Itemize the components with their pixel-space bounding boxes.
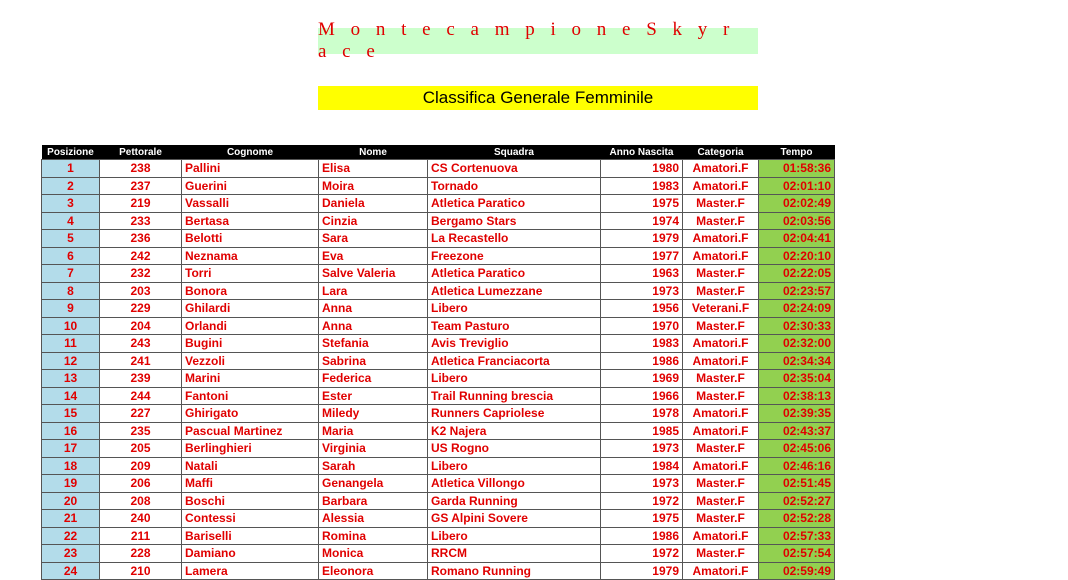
cell-name: Alessia: [319, 510, 428, 528]
cell-name: Virginia: [319, 440, 428, 458]
table-row: [42, 265, 835, 283]
table-row: [42, 317, 835, 335]
cell-name: Miledy: [319, 405, 428, 423]
cell-time: 02:23:57: [759, 282, 835, 300]
cell-birth-year: 1972: [601, 545, 683, 563]
cell-surname: Bertasa: [182, 212, 319, 230]
cell-bib: 236: [100, 230, 182, 248]
cell-surname: Neznama: [182, 247, 319, 265]
cell-surname: Torri: [182, 265, 319, 283]
cell-name: Romina: [319, 527, 428, 545]
cell-birth-year: 1963: [601, 265, 683, 283]
cell-name: Moira: [319, 177, 428, 195]
cell-team: Libero: [428, 457, 601, 475]
table-row: [42, 492, 835, 510]
cell-name: Stefania: [319, 335, 428, 353]
cell-time: 02:30:33: [759, 317, 835, 335]
cell-team: Avis Treviglio: [428, 335, 601, 353]
cell-name: Monica: [319, 545, 428, 563]
results-table: [41, 145, 835, 580]
cell-birth-year: 1972: [601, 492, 683, 510]
cell-category: Amatori.F: [683, 405, 759, 423]
cell-team: Romano Running: [428, 562, 601, 580]
cell-bib: 229: [100, 300, 182, 318]
cell-bib: 238: [100, 160, 182, 178]
cell-name: Genangela: [319, 475, 428, 493]
cell-time: 02:32:00: [759, 335, 835, 353]
cell-surname: Ghilardi: [182, 300, 319, 318]
cell-category: Master.F: [683, 282, 759, 300]
cell-name: Daniela: [319, 195, 428, 213]
cell-category: Master.F: [683, 195, 759, 213]
cell-surname: Vezzoli: [182, 352, 319, 370]
cell-category: Amatori.F: [683, 562, 759, 580]
cell-position: 16: [42, 422, 100, 440]
cell-surname: Bariselli: [182, 527, 319, 545]
table-row: [42, 352, 835, 370]
cell-position: 12: [42, 352, 100, 370]
cell-surname: Damiano: [182, 545, 319, 563]
cell-category: Amatori.F: [683, 457, 759, 475]
cell-position: 23: [42, 545, 100, 563]
cell-team: RRCM: [428, 545, 601, 563]
table-row: [42, 195, 835, 213]
cell-bib: 203: [100, 282, 182, 300]
cell-bib: 235: [100, 422, 182, 440]
cell-bib: 227: [100, 405, 182, 423]
table-row: [42, 335, 835, 353]
cell-name: Anna: [319, 300, 428, 318]
cell-position: 4: [42, 212, 100, 230]
cell-position: 17: [42, 440, 100, 458]
cell-category: Master.F: [683, 265, 759, 283]
cell-position: 15: [42, 405, 100, 423]
cell-surname: Vassalli: [182, 195, 319, 213]
cell-team: Atletica Paratico: [428, 195, 601, 213]
cell-time: 02:02:49: [759, 195, 835, 213]
cell-time: 02:43:37: [759, 422, 835, 440]
cell-surname: Guerini: [182, 177, 319, 195]
table-row: [42, 422, 835, 440]
cell-position: 6: [42, 247, 100, 265]
cell-birth-year: 1986: [601, 352, 683, 370]
header-surname: Cognome: [182, 145, 319, 160]
cell-time: 01:58:36: [759, 160, 835, 178]
cell-bib: 242: [100, 247, 182, 265]
cell-time: 02:24:09: [759, 300, 835, 318]
cell-time: 02:39:35: [759, 405, 835, 423]
cell-surname: Maffi: [182, 475, 319, 493]
cell-time: 02:51:45: [759, 475, 835, 493]
cell-time: 02:57:33: [759, 527, 835, 545]
table-row: [42, 527, 835, 545]
table-row: [42, 510, 835, 528]
cell-team: K2 Najera: [428, 422, 601, 440]
cell-birth-year: 1975: [601, 510, 683, 528]
cell-position: 20: [42, 492, 100, 510]
cell-surname: Pascual Martinez: [182, 422, 319, 440]
header-category: Categoria: [683, 145, 759, 160]
cell-position: 13: [42, 370, 100, 388]
cell-team: GS Alpini Sovere: [428, 510, 601, 528]
cell-name: Barbara: [319, 492, 428, 510]
cell-surname: Berlinghieri: [182, 440, 319, 458]
cell-position: 21: [42, 510, 100, 528]
cell-birth-year: 1974: [601, 212, 683, 230]
cell-position: 7: [42, 265, 100, 283]
header-team: Squadra: [428, 145, 601, 160]
cell-surname: Bugini: [182, 335, 319, 353]
cell-category: Master.F: [683, 317, 759, 335]
cell-name: Ester: [319, 387, 428, 405]
cell-bib: 208: [100, 492, 182, 510]
cell-position: 1: [42, 160, 100, 178]
cell-team: Runners Capriolese: [428, 405, 601, 423]
cell-surname: Fantoni: [182, 387, 319, 405]
table-row: [42, 300, 835, 318]
cell-birth-year: 1986: [601, 527, 683, 545]
cell-category: Amatori.F: [683, 230, 759, 248]
cell-time: 02:52:28: [759, 510, 835, 528]
cell-name: Anna: [319, 317, 428, 335]
cell-surname: Boschi: [182, 492, 319, 510]
cell-team: Atletica Franciacorta: [428, 352, 601, 370]
ranking-subtitle: Classifica Generale Femminile: [318, 86, 758, 110]
cell-name: Federica: [319, 370, 428, 388]
cell-category: Amatori.F: [683, 352, 759, 370]
cell-name: Sabrina: [319, 352, 428, 370]
header-time: Tempo: [759, 145, 835, 160]
cell-bib: 204: [100, 317, 182, 335]
cell-birth-year: 1969: [601, 370, 683, 388]
cell-position: 18: [42, 457, 100, 475]
cell-surname: Lamera: [182, 562, 319, 580]
cell-name: Maria: [319, 422, 428, 440]
cell-time: 02:45:06: [759, 440, 835, 458]
table-row: [42, 160, 835, 178]
cell-category: Master.F: [683, 212, 759, 230]
cell-surname: Ghirigato: [182, 405, 319, 423]
cell-birth-year: 1979: [601, 562, 683, 580]
cell-team: Libero: [428, 527, 601, 545]
cell-position: 10: [42, 317, 100, 335]
cell-bib: 205: [100, 440, 182, 458]
cell-birth-year: 1979: [601, 230, 683, 248]
cell-bib: 210: [100, 562, 182, 580]
cell-bib: 233: [100, 212, 182, 230]
cell-birth-year: 1984: [601, 457, 683, 475]
cell-team: Atletica Paratico: [428, 265, 601, 283]
table-row: [42, 562, 835, 580]
cell-category: Amatori.F: [683, 177, 759, 195]
cell-name: Eva: [319, 247, 428, 265]
cell-position: 9: [42, 300, 100, 318]
cell-position: 5: [42, 230, 100, 248]
race-title: M o n t e c a m p i o n e S k y r a c e: [318, 28, 758, 54]
cell-category: Master.F: [683, 492, 759, 510]
cell-time: 02:01:10: [759, 177, 835, 195]
table-row: [42, 387, 835, 405]
cell-time: 02:03:56: [759, 212, 835, 230]
cell-category: Master.F: [683, 370, 759, 388]
cell-position: 14: [42, 387, 100, 405]
table-row: [42, 177, 835, 195]
cell-bib: 219: [100, 195, 182, 213]
table-row: [42, 282, 835, 300]
cell-bib: 243: [100, 335, 182, 353]
cell-birth-year: 1973: [601, 475, 683, 493]
header-name: Nome: [319, 145, 428, 160]
cell-bib: 241: [100, 352, 182, 370]
cell-team: Atletica Villongo: [428, 475, 601, 493]
cell-surname: Bonora: [182, 282, 319, 300]
table-row: [42, 230, 835, 248]
cell-category: Amatori.F: [683, 247, 759, 265]
cell-position: 2: [42, 177, 100, 195]
cell-name: Sara: [319, 230, 428, 248]
cell-category: Master.F: [683, 545, 759, 563]
cell-surname: Natali: [182, 457, 319, 475]
cell-team: Bergamo Stars: [428, 212, 601, 230]
cell-category: Master.F: [683, 475, 759, 493]
cell-time: 02:38:13: [759, 387, 835, 405]
cell-bib: 228: [100, 545, 182, 563]
header-bib: Pettorale: [100, 145, 182, 160]
cell-team: Trail Running brescia: [428, 387, 601, 405]
cell-team: La Recastello: [428, 230, 601, 248]
table-row: [42, 457, 835, 475]
cell-team: US Rogno: [428, 440, 601, 458]
cell-position: 3: [42, 195, 100, 213]
cell-time: 02:46:16: [759, 457, 835, 475]
cell-category: Amatori.F: [683, 335, 759, 353]
cell-category: Master.F: [683, 440, 759, 458]
cell-bib: 239: [100, 370, 182, 388]
cell-team: CS Cortenuova: [428, 160, 601, 178]
cell-birth-year: 1956: [601, 300, 683, 318]
cell-time: 02:22:05: [759, 265, 835, 283]
header-birth-year: Anno Nascita: [601, 145, 683, 160]
cell-category: Master.F: [683, 387, 759, 405]
cell-birth-year: 1966: [601, 387, 683, 405]
cell-category: Master.F: [683, 510, 759, 528]
cell-team: Garda Running: [428, 492, 601, 510]
cell-birth-year: 1970: [601, 317, 683, 335]
cell-bib: 240: [100, 510, 182, 528]
table-row: [42, 475, 835, 493]
cell-name: Cinzia: [319, 212, 428, 230]
cell-name: Sarah: [319, 457, 428, 475]
cell-time: 02:04:41: [759, 230, 835, 248]
cell-birth-year: 1983: [601, 177, 683, 195]
cell-position: 22: [42, 527, 100, 545]
table-row: [42, 370, 835, 388]
cell-bib: 237: [100, 177, 182, 195]
results-body: [42, 160, 835, 580]
cell-surname: Belotti: [182, 230, 319, 248]
cell-name: Eleonora: [319, 562, 428, 580]
cell-category: Amatori.F: [683, 527, 759, 545]
table-row: [42, 440, 835, 458]
cell-birth-year: 1985: [601, 422, 683, 440]
table-row: [42, 212, 835, 230]
cell-category: Amatori.F: [683, 422, 759, 440]
cell-surname: Pallini: [182, 160, 319, 178]
cell-name: Lara: [319, 282, 428, 300]
cell-time: 02:59:49: [759, 562, 835, 580]
cell-team: Libero: [428, 300, 601, 318]
cell-position: 24: [42, 562, 100, 580]
cell-birth-year: 1978: [601, 405, 683, 423]
cell-category: Veterani.F: [683, 300, 759, 318]
cell-birth-year: 1980: [601, 160, 683, 178]
table-header-row: [42, 145, 835, 160]
cell-birth-year: 1977: [601, 247, 683, 265]
table-row: [42, 545, 835, 563]
cell-birth-year: 1973: [601, 440, 683, 458]
cell-bib: 209: [100, 457, 182, 475]
cell-position: 8: [42, 282, 100, 300]
cell-surname: Orlandi: [182, 317, 319, 335]
cell-position: 19: [42, 475, 100, 493]
cell-surname: Marini: [182, 370, 319, 388]
cell-name: Salve Valeria: [319, 265, 428, 283]
cell-surname: Contessi: [182, 510, 319, 528]
header-position: Posizione: [42, 145, 100, 160]
cell-time: 02:20:10: [759, 247, 835, 265]
cell-team: Freezone: [428, 247, 601, 265]
cell-team: Atletica Lumezzane: [428, 282, 601, 300]
cell-time: 02:34:34: [759, 352, 835, 370]
cell-team: Tornado: [428, 177, 601, 195]
cell-birth-year: 1983: [601, 335, 683, 353]
cell-bib: 244: [100, 387, 182, 405]
cell-category: Amatori.F: [683, 160, 759, 178]
cell-position: 11: [42, 335, 100, 353]
cell-team: Team Pasturo: [428, 317, 601, 335]
table-row: [42, 247, 835, 265]
cell-birth-year: 1975: [601, 195, 683, 213]
cell-time: 02:52:27: [759, 492, 835, 510]
cell-time: 02:35:04: [759, 370, 835, 388]
cell-bib: 206: [100, 475, 182, 493]
table-row: [42, 405, 835, 423]
cell-time: 02:57:54: [759, 545, 835, 563]
cell-team: Libero: [428, 370, 601, 388]
cell-bib: 232: [100, 265, 182, 283]
cell-name: Elisa: [319, 160, 428, 178]
cell-birth-year: 1973: [601, 282, 683, 300]
cell-bib: 211: [100, 527, 182, 545]
